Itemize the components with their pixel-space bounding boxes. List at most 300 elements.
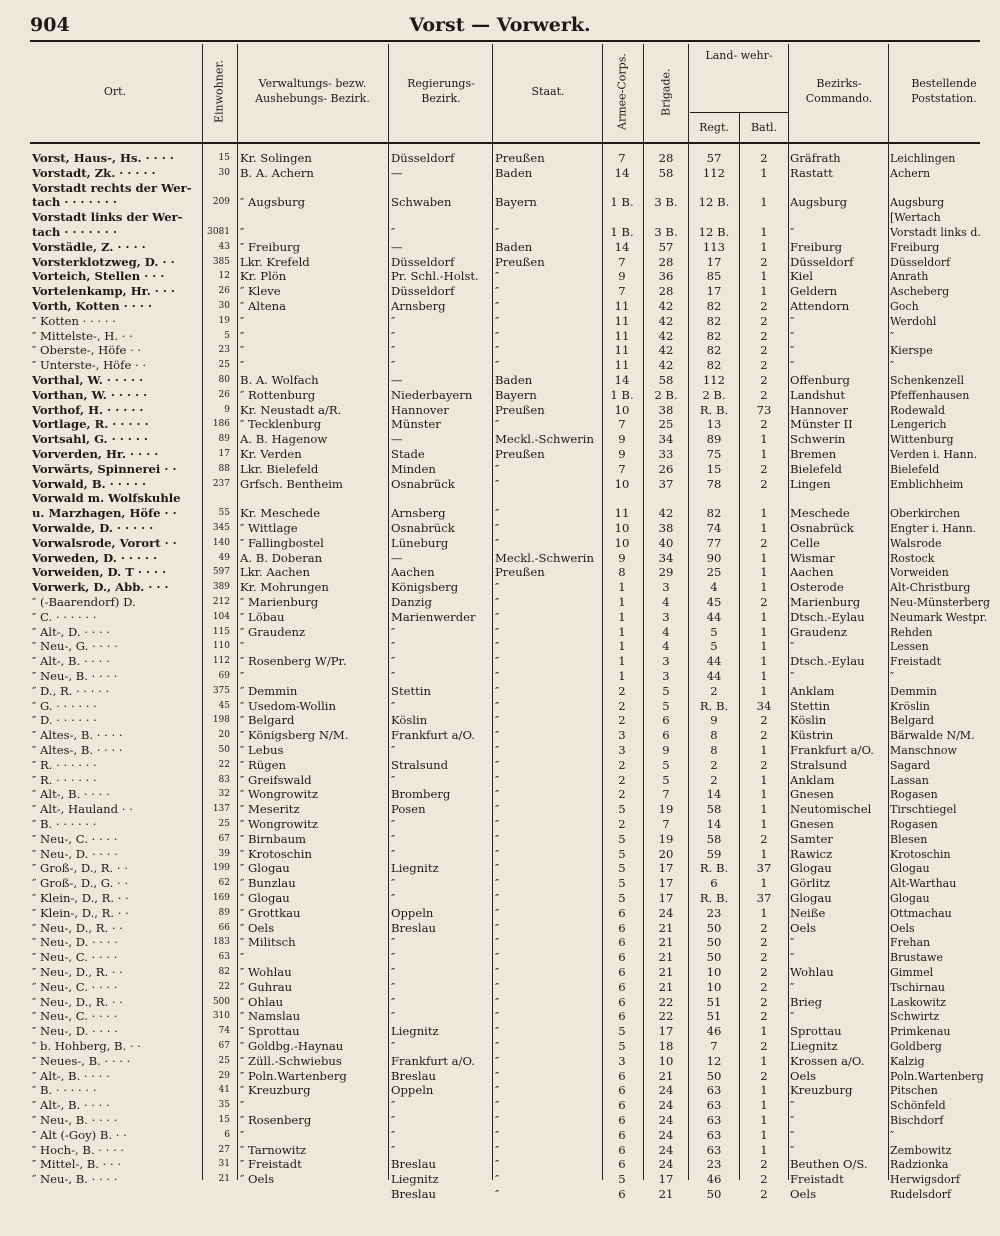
cell-bataillon: 1 bbox=[760, 639, 768, 654]
running-head: Vorst — Vorwerk. bbox=[409, 14, 591, 36]
cell-bezirks-commando: Wismar bbox=[790, 550, 835, 565]
cell-ort: Vorstadt, Zk. · · · · · bbox=[32, 165, 156, 180]
cell-armee-corps: 11 bbox=[614, 506, 630, 521]
cell-bataillon: 1 bbox=[760, 565, 768, 580]
cell-regiment: 44 bbox=[706, 669, 722, 683]
cell-armee-corps: 1 bbox=[618, 595, 626, 609]
cell-poststation: Emblichheim bbox=[890, 477, 964, 491]
cell-bezirks-commando: Liegnitz bbox=[790, 1039, 838, 1053]
cell-regiment: 113 bbox=[702, 239, 726, 254]
cell-bezirks-commando: ″ bbox=[790, 358, 795, 373]
cell-ort: ″ Neu-, D., R. · · bbox=[32, 965, 123, 979]
cell-staat: ″ bbox=[495, 269, 500, 284]
cell-ort: Vorwalde, D. · · · · · bbox=[32, 521, 154, 535]
cell-poststation: Pitschen bbox=[890, 1084, 938, 1098]
cell-regierung: ″ bbox=[391, 1009, 396, 1024]
cell-armee-corps: 7 bbox=[618, 151, 626, 165]
cell-regiment: 50 bbox=[706, 935, 722, 950]
cell-staat: ″ bbox=[495, 595, 500, 609]
cell-ort: ″ Neu-, D., R. · · bbox=[32, 994, 123, 1009]
cell-regierung: ″ bbox=[391, 624, 396, 639]
cell-bataillon: 1 bbox=[760, 239, 768, 254]
cell-regierung: ″ bbox=[391, 358, 396, 373]
cell-bataillon: 73 bbox=[756, 402, 772, 417]
cell-bataillon: 2 bbox=[760, 343, 768, 358]
cell-poststation: Vorstadt links d. bbox=[890, 226, 981, 239]
cell-verwaltung: Kr. Verden bbox=[240, 447, 302, 461]
cell-ort: tach · · · · · · · bbox=[32, 225, 117, 239]
cell-staat: ″ bbox=[495, 905, 500, 920]
cell-einwohner: 385 bbox=[212, 256, 230, 267]
cell-armee-corps: 1 B. bbox=[610, 195, 634, 210]
cell-regierung: ″ bbox=[391, 225, 396, 239]
cell-brigade: 24 bbox=[658, 1083, 674, 1098]
table-row bbox=[0, 1186, 1000, 1203]
cell-regiment: 63 bbox=[706, 1098, 722, 1113]
cell-verwaltung: ″ bbox=[240, 328, 245, 343]
cell-regiment: 78 bbox=[706, 476, 722, 491]
cell-einwohner: 19 bbox=[218, 315, 230, 326]
cell-staat: ″ bbox=[495, 757, 500, 772]
cell-ort: ″ Mittelste-, H. · · bbox=[32, 328, 133, 343]
cell-bezirks-commando: Freistadt bbox=[790, 1172, 844, 1187]
cell-staat: ″ bbox=[495, 817, 500, 831]
cell-regiment: 63 bbox=[706, 1142, 722, 1157]
cell-regierung: Stralsund bbox=[391, 757, 449, 772]
cell-einwohner: 45 bbox=[218, 700, 230, 711]
cell-bataillon: 1 bbox=[760, 195, 768, 210]
cell-bataillon: 1 bbox=[760, 654, 768, 669]
cell-regiment: R. B. bbox=[699, 698, 729, 713]
cell-ort: ″ (-Baarendorf) D. bbox=[32, 595, 136, 609]
cell-ort: ″ Alt-, B. · · · · bbox=[32, 654, 110, 669]
cell-staat: Meckl.-Schwerin bbox=[495, 550, 594, 565]
cell-einwohner: 66 bbox=[218, 922, 230, 933]
cell-brigade: 58 bbox=[658, 165, 674, 180]
cell-regierung: ″ bbox=[391, 979, 396, 994]
cell-armee-corps: 10 bbox=[614, 402, 630, 417]
cell-bezirks-commando: Sprottau bbox=[790, 1024, 842, 1039]
cell-brigade: 4 bbox=[662, 639, 670, 654]
cell-armee-corps: 10 bbox=[614, 476, 630, 491]
cell-einwohner: 597 bbox=[212, 567, 230, 578]
cell-staat: Baden bbox=[495, 373, 533, 387]
cell-bataillon: 2 bbox=[760, 461, 768, 476]
cell-verwaltung: ″ Graudenz bbox=[240, 624, 306, 639]
cell-brigade: 19 bbox=[658, 831, 674, 846]
cell-ort: ″ Neu-, G. · · · · bbox=[32, 639, 118, 654]
header-ort: Ort. bbox=[103, 84, 127, 98]
cell-regiment: 50 bbox=[706, 950, 722, 965]
cell-armee-corps: 6 bbox=[618, 1127, 626, 1142]
cell-bezirks-commando: Augsburg bbox=[790, 195, 848, 210]
cell-poststation: Oberkirchen bbox=[890, 507, 961, 521]
cell-regiment: 13 bbox=[706, 417, 722, 432]
cell-einwohner: 67 bbox=[218, 833, 230, 844]
cell-bataillon: 2 bbox=[760, 313, 768, 328]
cell-bezirks-commando: Brieg bbox=[790, 994, 823, 1009]
cell-brigade: 36 bbox=[658, 269, 674, 284]
cell-regierung: ″ bbox=[391, 743, 396, 757]
cell-poststation: ″ bbox=[890, 670, 895, 683]
cell-brigade: 21 bbox=[658, 1068, 674, 1083]
cell-regiment: 12 B. bbox=[698, 225, 730, 239]
cell-ort: ″ Klein-, D., R. · · bbox=[32, 905, 129, 920]
cell-armee-corps: 9 bbox=[618, 447, 626, 461]
cell-bataillon: 1 bbox=[760, 1053, 768, 1068]
cell-bezirks-commando: Beuthen O/S. bbox=[790, 1157, 868, 1172]
cell-regierung: Stettin bbox=[391, 683, 431, 698]
cell-regierung: Münster bbox=[391, 417, 441, 432]
cell-bezirks-commando: Osnabrück bbox=[790, 521, 854, 535]
cell-staat: ″ bbox=[495, 787, 500, 802]
cell-verwaltung: ″ Königsberg N/M. bbox=[240, 728, 349, 743]
cell-regierung: Pr. Schl.-Holst. bbox=[391, 269, 479, 284]
cell-verwaltung: ″ Züll.-Schwiebus bbox=[240, 1053, 342, 1068]
cell-bezirks-commando: ″ bbox=[790, 639, 795, 654]
cell-bataillon: 1 bbox=[760, 609, 768, 624]
cell-einwohner: 31 bbox=[218, 1159, 230, 1170]
cell-poststation: Demmin bbox=[890, 684, 937, 698]
cell-brigade: 17 bbox=[658, 861, 674, 876]
cell-poststation: Tschirnau bbox=[890, 980, 945, 994]
cell-ort: ″ Neu-, C. · · · · bbox=[32, 1009, 118, 1024]
cell-bataillon: 2 bbox=[760, 728, 768, 743]
cell-einwohner: 43 bbox=[218, 241, 230, 252]
cell-regierung: Düsseldorf bbox=[391, 254, 455, 269]
cell-staat: ″ bbox=[495, 802, 500, 817]
cell-armee-corps: 1 bbox=[618, 639, 626, 654]
cell-bataillon: 1 bbox=[760, 846, 768, 861]
cell-poststation: Brustawe bbox=[890, 951, 943, 965]
cell-bataillon: 2 bbox=[760, 713, 768, 728]
cell-verwaltung: ″ Ohlau bbox=[240, 994, 284, 1009]
cell-staat: ″ bbox=[495, 994, 500, 1009]
cell-verwaltung: Kr. Meschede bbox=[240, 506, 321, 521]
cell-ort: ″ Neues-, B. · · · · bbox=[32, 1053, 131, 1068]
cell-poststation: Krotoschin bbox=[890, 847, 951, 861]
cell-poststation: Kröslin bbox=[890, 699, 930, 713]
cell-bataillon: 2 bbox=[760, 979, 768, 994]
cell-bezirks-commando: Osterode bbox=[790, 580, 844, 595]
header-einwohner: Einwohner. bbox=[212, 60, 226, 124]
cell-bataillon: 1 bbox=[760, 802, 768, 817]
cell-regiment: 14 bbox=[706, 787, 722, 802]
cell-verwaltung: B. A. Achern bbox=[240, 165, 314, 180]
cell-ort: ″ B. · · · · · · bbox=[32, 1083, 97, 1098]
cell-staat: ″ bbox=[495, 772, 500, 787]
cell-bezirks-commando: ″ bbox=[790, 1142, 795, 1157]
cell-brigade: 17 bbox=[658, 876, 674, 891]
cell-bezirks-commando: Anklam bbox=[790, 683, 835, 698]
cell-einwohner: 310 bbox=[212, 1011, 230, 1022]
cell-brigade: 2 B. bbox=[654, 387, 678, 402]
cell-poststation: Rodewald bbox=[890, 403, 945, 417]
cell-bezirks-commando: Bremen bbox=[790, 447, 837, 461]
cell-bataillon: 1 bbox=[760, 772, 768, 787]
cell-regiment: 17 bbox=[706, 284, 722, 299]
cell-bataillon: 2 bbox=[760, 476, 768, 491]
cell-poststation: Rostock bbox=[890, 551, 935, 565]
cell-staat: ″ bbox=[495, 831, 500, 846]
cell-verwaltung: Lkr. Bielefeld bbox=[240, 461, 319, 476]
cell-brigade: 5 bbox=[662, 683, 670, 698]
cell-brigade: 17 bbox=[658, 1024, 674, 1039]
cell-regierung: ″ bbox=[391, 876, 396, 891]
cell-einwohner: 5 bbox=[224, 330, 230, 341]
cell-poststation: Wittenburg bbox=[890, 433, 954, 447]
cell-bezirks-commando: Gnesen bbox=[790, 787, 834, 802]
cell-ort: ″ R. · · · · · · bbox=[32, 757, 97, 772]
cell-armee-corps: 2 bbox=[618, 817, 626, 831]
cell-bezirks-commando: Neiße bbox=[790, 905, 826, 920]
cell-regierung: ″ bbox=[391, 831, 396, 846]
cell-ort: ″ Neu-, D. · · · · bbox=[32, 935, 118, 950]
cell-regierung: Bromberg bbox=[391, 787, 451, 802]
cell-verwaltung: ″ bbox=[240, 950, 245, 965]
cell-einwohner: 237 bbox=[212, 478, 230, 489]
cell-bezirks-commando: Offenburg bbox=[790, 373, 850, 387]
cell-verwaltung: ″ bbox=[240, 313, 245, 328]
cell-armee-corps: 9 bbox=[618, 432, 626, 447]
cell-einwohner: 35 bbox=[218, 1100, 230, 1111]
cell-einwohner: 26 bbox=[218, 286, 230, 297]
cell-regierung: Danzig bbox=[391, 595, 432, 609]
cell-staat: ″ bbox=[495, 846, 500, 861]
cell-staat: ″ bbox=[495, 935, 500, 950]
cell-regierung: ″ bbox=[391, 950, 396, 965]
cell-brigade: 4 bbox=[662, 595, 670, 609]
cell-bataillon: 2 bbox=[760, 950, 768, 965]
cell-verwaltung: ″ Oels bbox=[240, 1172, 275, 1187]
cell-verwaltung: ″ Oels bbox=[240, 920, 275, 935]
cell-armee-corps: 5 bbox=[618, 1172, 626, 1187]
cell-armee-corps: 2 bbox=[618, 698, 626, 713]
cell-poststation: Sagard bbox=[890, 758, 930, 772]
cell-ort: ″ Neu-, B. · · · · bbox=[32, 1113, 118, 1127]
cell-ort: ″ Groß-, D., G. · · bbox=[32, 876, 129, 891]
cell-armee-corps: 1 bbox=[618, 624, 626, 639]
cell-armee-corps: 9 bbox=[618, 550, 626, 565]
cell-einwohner: 9 bbox=[224, 404, 230, 415]
cell-armee-corps: 1 bbox=[618, 580, 626, 595]
cell-brigade: 42 bbox=[658, 299, 674, 313]
header-post: Bestellende Poststation. bbox=[911, 77, 977, 105]
cell-verwaltung: ″ Marienburg bbox=[240, 595, 319, 609]
cell-regiment: 89 bbox=[706, 432, 722, 447]
cell-bezirks-commando: Glogau bbox=[790, 891, 832, 905]
cell-armee-corps: 3 bbox=[618, 743, 626, 757]
cell-regiment: 90 bbox=[706, 550, 722, 565]
cell-bezirks-commando: Lingen bbox=[790, 476, 831, 491]
header-batl: Batl. bbox=[750, 121, 778, 134]
cell-ort: ″ Neu-, B. · · · · bbox=[32, 1172, 118, 1187]
cell-staat: ″ bbox=[495, 669, 500, 683]
cell-poststation: Rehden bbox=[890, 625, 933, 639]
cell-einwohner: 183 bbox=[212, 937, 230, 948]
cell-armee-corps: 1 bbox=[618, 609, 626, 624]
cell-bezirks-commando: Rastatt bbox=[790, 165, 833, 180]
header-regt: Regt. bbox=[699, 121, 729, 134]
cell-armee-corps: 7 bbox=[618, 254, 626, 269]
cell-poststation: ″ bbox=[890, 359, 895, 373]
cell-regiment: 59 bbox=[706, 846, 722, 861]
cell-verwaltung: Lkr. Krefeld bbox=[240, 254, 310, 269]
cell-ort: ″ C. · · · · · · bbox=[32, 609, 97, 624]
cell-einwohner: 6 bbox=[224, 1129, 230, 1140]
cell-regierung: — bbox=[391, 550, 403, 565]
cell-armee-corps: 1 B. bbox=[610, 225, 634, 239]
cell-verwaltung: Kr. Solingen bbox=[240, 151, 312, 165]
cell-verwaltung: ″ Greifswald bbox=[240, 772, 312, 787]
cell-bataillon: 2 bbox=[760, 417, 768, 432]
cell-staat: Preußen bbox=[495, 402, 545, 417]
cell-armee-corps: 5 bbox=[618, 891, 626, 905]
cell-regiment: 51 bbox=[706, 994, 722, 1009]
cell-staat: ″ bbox=[495, 1024, 500, 1039]
cell-bezirks-commando: ″ bbox=[790, 935, 795, 950]
cell-bataillon: 1 bbox=[760, 1142, 768, 1157]
cell-poststation: ″ bbox=[890, 1128, 895, 1142]
cell-staat: ″ bbox=[495, 609, 500, 624]
cell-staat: ″ bbox=[495, 1127, 500, 1142]
cell-einwohner: 3081 bbox=[207, 227, 230, 237]
cell-bataillon: 1 bbox=[760, 1127, 768, 1142]
cell-staat: ″ bbox=[495, 713, 500, 728]
cell-poststation: Freistadt bbox=[890, 655, 942, 669]
cell-bezirks-commando: Krossen a/O. bbox=[790, 1053, 865, 1068]
cell-bezirks-commando: Münster II bbox=[790, 417, 853, 432]
cell-brigade: 3 B. bbox=[654, 225, 678, 239]
cell-verwaltung: ″ bbox=[240, 1098, 245, 1113]
cell-poststation: Achern bbox=[890, 166, 931, 180]
cell-bataillon: 2 bbox=[760, 254, 768, 269]
cell-staat: ″ bbox=[495, 1187, 500, 1201]
cell-verwaltung: ″ Kreuzburg bbox=[240, 1083, 311, 1098]
cell-verwaltung: ″ Lebus bbox=[240, 743, 284, 757]
cell-brigade: 3 bbox=[662, 580, 670, 595]
cell-regierung: Minden bbox=[391, 461, 436, 476]
cell-bataillon: 1 bbox=[760, 1083, 768, 1098]
cell-staat: ″ bbox=[495, 861, 500, 876]
cell-staat: Meckl.-Schwerin bbox=[495, 432, 594, 447]
cell-einwohner: 50 bbox=[218, 745, 230, 755]
cell-bataillon: 37 bbox=[756, 861, 772, 876]
cell-armee-corps: 11 bbox=[614, 328, 630, 343]
cell-regierung: Osnabrück bbox=[391, 521, 455, 535]
cell-regiment: 63 bbox=[706, 1113, 722, 1127]
cell-verwaltung: ″ Tecklenburg bbox=[240, 417, 322, 432]
cell-bezirks-commando: ″ bbox=[790, 1098, 795, 1113]
cell-einwohner: 345 bbox=[212, 523, 230, 533]
cell-armee-corps: 6 bbox=[618, 950, 626, 965]
cell-regierung: Düsseldorf bbox=[391, 151, 455, 165]
cell-brigade: 21 bbox=[658, 920, 674, 935]
cell-staat: ″ bbox=[495, 698, 500, 713]
cell-poststation: Rogasen bbox=[890, 818, 938, 831]
cell-bezirks-commando: Frankfurt a/O. bbox=[790, 743, 874, 757]
cell-armee-corps: 5 bbox=[618, 861, 626, 876]
cell-ort: ″ Altes-, B. · · · · bbox=[32, 743, 123, 757]
cell-armee-corps: 2 bbox=[618, 757, 626, 772]
cell-ort: Vorst, Haus-, Hs. · · · · bbox=[32, 151, 174, 165]
cell-einwohner: 169 bbox=[212, 893, 230, 903]
cell-brigade: 29 bbox=[658, 565, 674, 580]
cell-regiment: 74 bbox=[706, 521, 722, 535]
cell-staat: ″ bbox=[495, 1113, 500, 1127]
cell-regiment: 15 bbox=[706, 461, 722, 476]
cell-ort: Vorweden, D. · · · · · bbox=[32, 550, 158, 565]
cell-einwohner: 212 bbox=[212, 597, 230, 607]
cell-regierung: ″ bbox=[391, 994, 396, 1009]
cell-brigade: 58 bbox=[658, 373, 674, 387]
cell-verwaltung: ″ bbox=[240, 639, 245, 654]
cell-verwaltung: Kr. Neustadt a/R. bbox=[240, 402, 342, 417]
cell-regiment: 50 bbox=[706, 920, 722, 935]
cell-armee-corps: 5 bbox=[618, 846, 626, 861]
cell-regiment: 6 bbox=[710, 876, 718, 891]
cell-regierung: Breslau bbox=[391, 1187, 436, 1201]
cell-einwohner: 29 bbox=[218, 1070, 230, 1081]
cell-einwohner: 80 bbox=[218, 375, 230, 385]
cell-ort: ″ Oberste-, Höfe · · bbox=[32, 343, 142, 358]
cell-staat: ″ bbox=[495, 1053, 500, 1068]
cell-verwaltung: B. A. Wolfach bbox=[240, 373, 319, 387]
cell-armee-corps: 9 bbox=[618, 269, 626, 284]
cell-ort: ″ Neu-, C. · · · · bbox=[32, 831, 118, 846]
cell-einwohner: 198 bbox=[212, 715, 230, 726]
cell-einwohner: 32 bbox=[218, 789, 230, 800]
cell-verwaltung: ″ Rosenberg bbox=[240, 1113, 312, 1127]
cell-brigade: 28 bbox=[658, 254, 674, 269]
cell-einwohner: 22 bbox=[218, 759, 230, 770]
cell-ort: ″ D., R. · · · · · bbox=[32, 683, 110, 698]
cell-ort: Vorthof, H. · · · · · bbox=[32, 402, 144, 417]
cell-bezirks-commando: ″ bbox=[790, 979, 795, 994]
cell-armee-corps: 6 bbox=[618, 1083, 626, 1098]
cell-regiment: 63 bbox=[706, 1127, 722, 1142]
cell-brigade: 7 bbox=[662, 817, 670, 831]
cell-armee-corps: 11 bbox=[614, 343, 630, 358]
cell-ort: Vorstädle, Z. · · · · bbox=[32, 239, 146, 254]
cell-ort: Vorwalsrode, Vorort · · bbox=[32, 535, 177, 550]
cell-ort: Vorverden, Hr. · · · · bbox=[32, 447, 159, 461]
cell-einwohner: 389 bbox=[212, 582, 230, 593]
cell-regiment: 82 bbox=[706, 506, 722, 521]
cell-regierung: Posen bbox=[391, 802, 426, 817]
cell-armee-corps: 3 bbox=[618, 728, 626, 743]
cell-brigade: 42 bbox=[658, 313, 674, 328]
header-staat: Staat. bbox=[531, 84, 565, 98]
cell-regierung: Köslin bbox=[391, 713, 428, 728]
cell-regierung: Düsseldorf bbox=[391, 284, 455, 299]
cell-verwaltung: ″ Belgard bbox=[240, 713, 295, 728]
cell-staat: Bayern bbox=[495, 387, 537, 402]
cell-ort: ″ b. Hohberg, B. · · bbox=[32, 1039, 141, 1053]
cell-regierung: ″ bbox=[391, 891, 396, 905]
cell-regiment: 23 bbox=[706, 1157, 722, 1172]
cell-armee-corps: 11 bbox=[614, 313, 630, 328]
cell-regiment: 12 bbox=[706, 1053, 722, 1068]
cell-armee-corps: 6 bbox=[618, 1142, 626, 1157]
cell-verwaltung: ″ Glogau bbox=[240, 891, 290, 905]
cell-einwohner: 30 bbox=[218, 167, 230, 178]
cell-regierung: ″ bbox=[391, 669, 396, 683]
cell-einwohner: 74 bbox=[218, 1026, 230, 1037]
cell-einwohner: 20 bbox=[218, 730, 230, 741]
cell-bataillon: 34 bbox=[756, 698, 772, 713]
cell-armee-corps: 2 bbox=[618, 787, 626, 802]
